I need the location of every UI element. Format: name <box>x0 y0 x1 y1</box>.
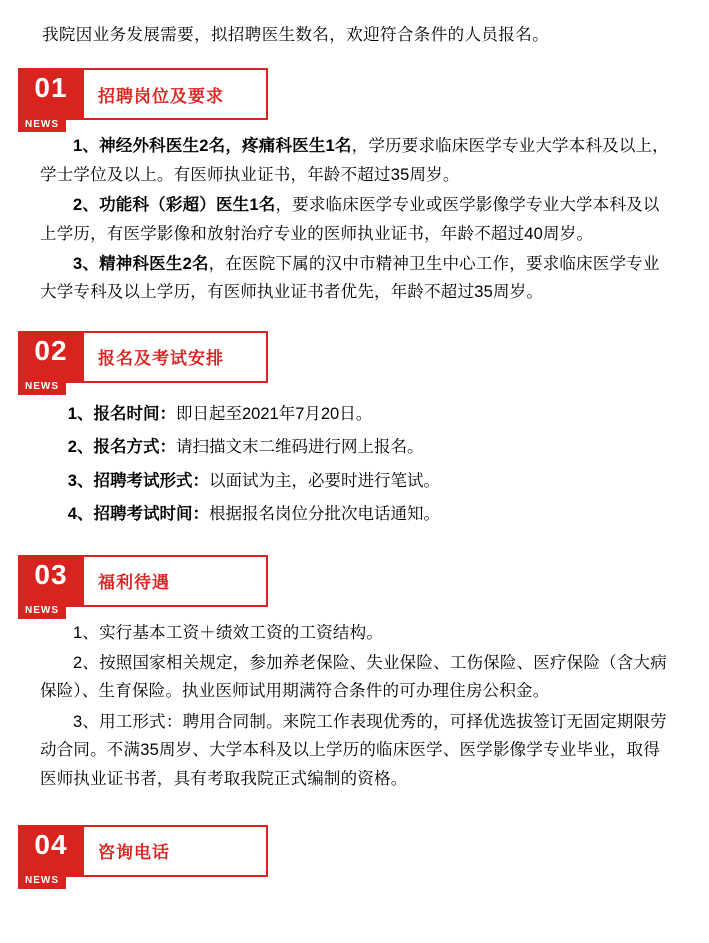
section-03-item-3: 3、用工形式：聘用合同制。来院工作表现优秀的，可择优选拔签订无固定期限劳动合同。不满35周岁、大学本科及以上学历的临床医学、医学影像学专业毕业，取得医师执业证书者，具有考取我院正式编制的资格。 <box>40 712 667 788</box>
section-01-item-1-lead: 1、神经外科医生2名，疼痛科医生1名 <box>73 137 352 156</box>
section-01-item-2 <box>40 191 669 248</box>
news-badge-04: NEWS <box>18 873 66 889</box>
section-02-item-1 <box>48 399 669 430</box>
section-body-03 <box>18 611 691 801</box>
section-02-item-4-rest: 根据报名岗位分批次电话通知。 <box>208 505 440 524</box>
section-01-item-2-lead: 2、功能科（彩超）医生1名 <box>73 196 276 215</box>
section-header-04 <box>18 825 268 887</box>
section-01-item-1 <box>40 132 669 189</box>
section-header-01 <box>18 68 268 130</box>
section-body-01 <box>18 124 691 314</box>
section-01-item-3-lead: 3、精神科医生2名 <box>73 254 209 273</box>
section-title-02: 报名及考试安排 <box>98 349 224 369</box>
section-header-03 <box>18 555 268 617</box>
section-02-item-3-rest: 以面试为主，必要时进行笔试。 <box>208 471 440 490</box>
section-02-item-2-rest: 请扫描文末二维码进行网上报名。 <box>175 438 424 457</box>
section-03-item-1: 1、实行基本工资＋绩效工资的工资结构。 <box>73 623 383 642</box>
section-02-item-3-lead: 3、招聘考试形式： <box>67 471 209 490</box>
intro-paragraph: 我院因业务发展需要，拟招聘医生数名，欢迎符合条件的人员报名。 <box>42 26 549 44</box>
section-02-item-4-lead: 4、招聘考试时间： <box>67 505 209 524</box>
section-01-item-1-rest: ，学历要求临床医学专业大学本科及以上，学士学位及以上。有医师执业证书，年龄不超过35周岁。 <box>40 137 669 184</box>
news-badge-03: NEWS <box>18 603 66 619</box>
section-title-03: 福利待遇 <box>98 573 170 593</box>
section-02-item-4 <box>48 499 669 530</box>
section-header-02 <box>18 331 268 393</box>
section-01-item-3 <box>40 250 669 307</box>
section-title-box-03 <box>84 555 268 607</box>
section-number-02: 02 <box>34 334 68 366</box>
section-02-item-2-lead: 2、报名方式： <box>67 438 176 457</box>
section-number-box-04 <box>18 825 84 887</box>
section-02-item-2 <box>48 432 669 463</box>
section-title-04: 咨询电话 <box>98 843 170 863</box>
news-badge-02: NEWS <box>18 379 66 395</box>
section-title-01: 招聘岗位及要求 <box>98 86 224 106</box>
section-number-03: 03 <box>34 558 68 590</box>
section-number-box-02 <box>18 331 84 393</box>
section-number-04: 04 <box>34 828 68 860</box>
section-number-box-01 <box>18 68 84 130</box>
section-03-item-2: 2、按照国家相关规定，参加养老保险、失业保险、工伤保险、医疗保险（含大病保险）、生育保险。执业医师试用期满符合条件的可办理住房公积金。 <box>40 654 667 701</box>
section-number-01: 01 <box>34 72 68 104</box>
section-02-item-1-rest: 即日起至2021年7月20日。 <box>175 404 373 423</box>
section-02-item-1-lead: 1、报名时间： <box>67 404 176 423</box>
section-title-box-04 <box>84 825 268 877</box>
section-01-item-3-rest: ，在医院下属的汉中市精神卫生中心工作，要求临床医学专业大学专科及以上学历，有医师执业证书者优先，年龄不超过35周岁。 <box>40 254 660 302</box>
section-number-box-03 <box>18 555 84 617</box>
section-title-box-02 <box>84 331 268 383</box>
section-body-02 <box>18 387 691 539</box>
news-badge-01: NEWS <box>18 116 66 132</box>
section-01-item-2-rest: ，要求临床医学专业或医学影像学专业大学本科及以上学历，有医学影像和放射治疗专业的医师执业证书，年龄不超过40周岁。 <box>40 196 660 243</box>
section-title-box-01 <box>84 68 268 120</box>
section-02-item-3 <box>48 466 669 497</box>
